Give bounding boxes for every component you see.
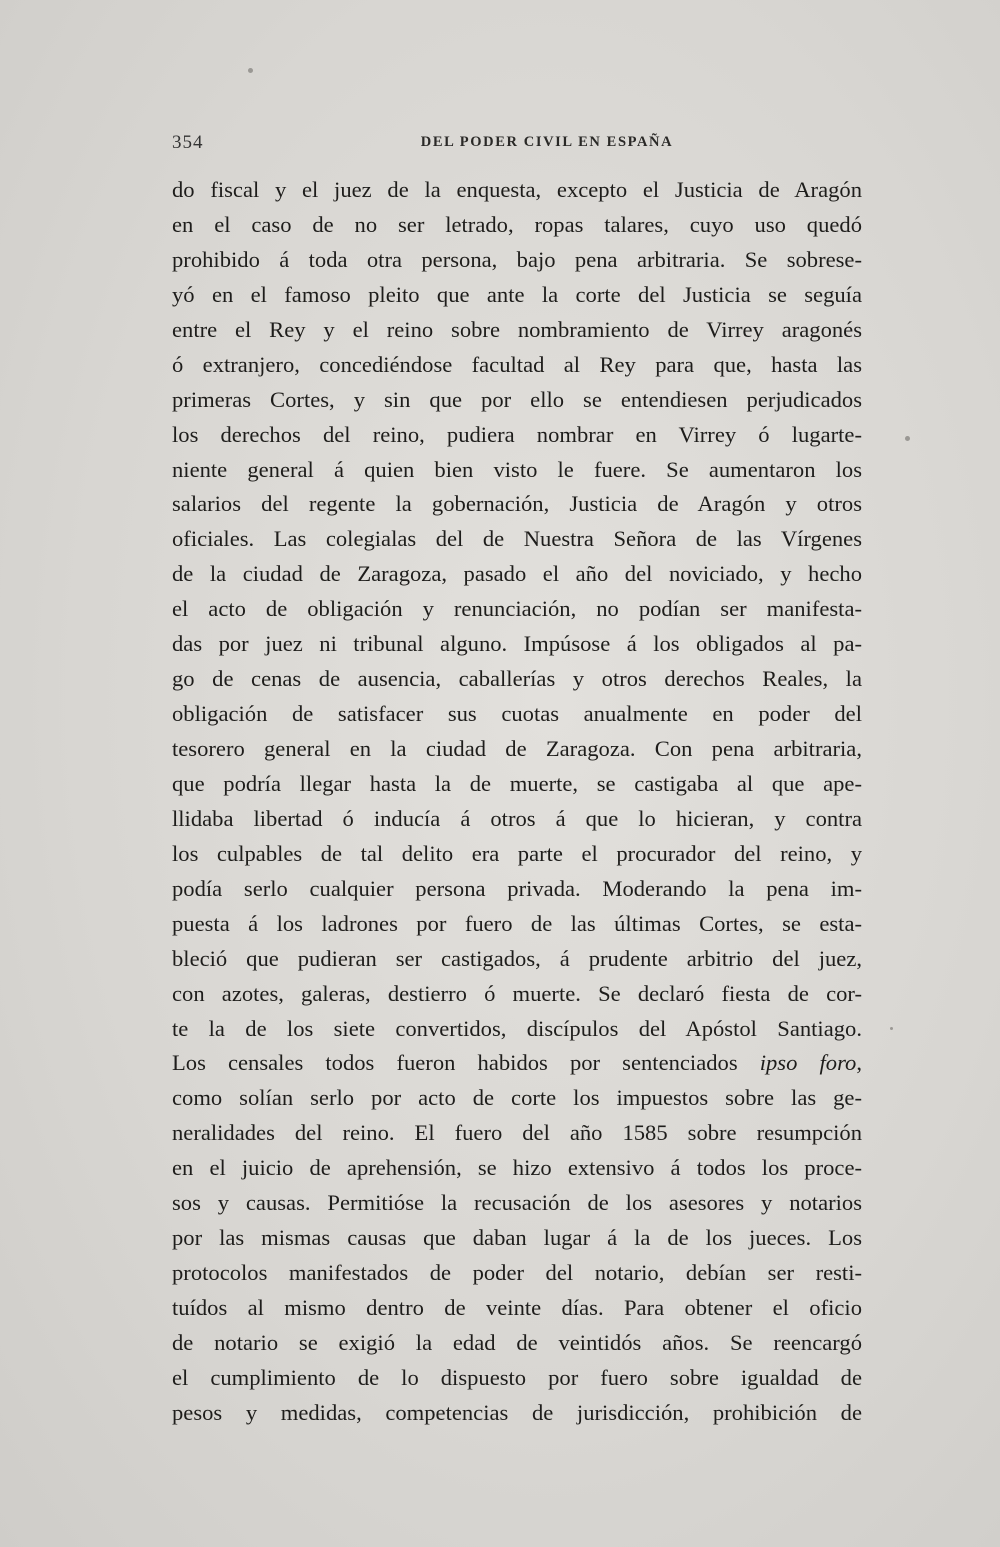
text-line-content	[172, 1046, 862, 1081]
italic-phrase: ipso foro	[759, 1050, 857, 1076]
text-line	[172, 522, 862, 557]
text-line	[172, 243, 862, 278]
text-line	[172, 1046, 862, 1081]
text-line	[172, 837, 862, 872]
page-header	[172, 132, 862, 160]
text-line	[172, 1396, 862, 1431]
text-line	[172, 348, 862, 383]
text-line	[172, 1116, 862, 1151]
text-line-content: el cumplimiento de lo dispuesto por fuero sobre igualdad de	[172, 1364, 862, 1390]
text-line-content: podía serlo cualquier persona privada. Moderando la pena im-	[172, 875, 862, 901]
text-line	[172, 662, 862, 697]
text-line	[172, 208, 862, 243]
text-line	[172, 592, 862, 627]
text-line	[172, 1361, 862, 1396]
text-line	[172, 767, 862, 802]
text-line	[172, 697, 862, 732]
text-line-content: los derechos del reino, pudiera nombrar en Virrey ó lugarte-	[172, 421, 862, 447]
text-line	[172, 418, 862, 453]
text-line-content: que podría llegar hasta la de muerte, se castigaba al que ape-	[172, 770, 862, 796]
text-line-content: puesta á los ladrones por fuero de las últimas Cortes, se esta-	[172, 910, 862, 936]
text-line-content: tuídos al mismo dentro de veinte días. Para obtener el oficio	[172, 1295, 862, 1320]
text-line-content: do fiscal y el juez de la enquesta, excepto el Justicia de Aragón	[172, 177, 862, 202]
text-line-content: entre el Rey y el reino sobre nombramiento de Virrey aragonés	[172, 316, 862, 342]
text-line-content: protocolos manifestados de poder del notario, debían ser resti-	[172, 1260, 862, 1286]
running-head: DEL PODER CIVIL EN ESPAÑA	[420, 134, 674, 150]
text-line-content: con azotes, galeras, destierro ó muerte. Se declaró fiesta de cor-	[172, 980, 862, 1006]
text-line	[172, 1291, 862, 1326]
body-text	[172, 173, 862, 1431]
text-line-content: te la de los siete convertidos, discípulos del Apóstol Santiago.	[172, 1015, 862, 1041]
text-line	[172, 313, 862, 348]
text-line	[172, 942, 862, 977]
ink-speck	[890, 1027, 893, 1030]
text-line	[172, 1256, 862, 1291]
text-line-content: oficiales. Las colegialas del de Nuestra Señora de las Vírgenes	[172, 526, 862, 552]
text-line	[172, 732, 862, 767]
text-line	[172, 383, 862, 418]
text-line-content: salarios del regente la gobernación, Justicia de Aragón y otros	[172, 491, 862, 517]
text-line	[172, 627, 862, 662]
text-line-content: tesorero general en la ciudad de Zaragoza. Con pena arbitraria,	[172, 736, 862, 761]
text-line	[172, 487, 862, 522]
text-line-content: neralidades del reino. El fuero del año 1585 sobre resumpción	[172, 1120, 862, 1146]
text-line-content: en el caso de no ser letrado, ropas talares, cuyo uso quedó	[172, 211, 862, 237]
text-line-content: niente general á quien bien visto le fuere. Se aumentaron los	[172, 456, 862, 482]
ink-speck	[248, 68, 253, 73]
text-line	[172, 1221, 862, 1256]
text-line-content: das por juez ni tribunal alguno. Impúsose á los obligados al pa-	[172, 631, 862, 657]
text-line-content: de la ciudad de Zaragoza, pasado el año del noviciado, y hecho	[172, 561, 862, 587]
text-line-content: el acto de obligación y renunciación, no podían ser manifesta-	[172, 596, 862, 622]
text-line	[172, 1326, 862, 1361]
text-line-content: de notario se exigió la edad de veintidós años. Se reencargó	[172, 1329, 862, 1355]
text-line	[172, 1186, 862, 1221]
text-line-content: como solían serlo por acto de corte los impuestos sobre las ge-	[172, 1085, 862, 1111]
text-line	[172, 1151, 862, 1186]
text-line-content: en el juicio de aprehensión, se hizo extensivo á todos los proce-	[172, 1155, 862, 1181]
text-line-content: prohibido á toda otra persona, bajo pena arbitraria. Se sobrese-	[172, 246, 862, 272]
text-line-content: obligación de satisfacer sus cuotas anualmente en poder del	[172, 701, 862, 727]
text-line	[172, 977, 862, 1012]
text-line-content: sos y causas. Permitióse la recusación de los asesores y notarios	[172, 1190, 862, 1216]
text-line	[172, 802, 862, 837]
text-segment: Los censales todos fueron habidos por sentenciados	[172, 1050, 760, 1076]
text-line-content: bleció que pudieran ser castigados, á prudente arbitrio del juez,	[172, 945, 862, 971]
text-line-content: yó en el famoso pleito que ante la corte del Justicia se seguía	[172, 281, 862, 307]
ink-speck	[905, 436, 910, 441]
text-line	[172, 557, 862, 592]
page-number: 354	[172, 132, 204, 153]
text-line-content: ó extranjero, concediéndose facultad al Rey para que, hasta las	[172, 351, 862, 377]
text-line	[172, 907, 862, 942]
text-line-content: go de cenas de ausencia, caballerías y otros derechos Reales, la	[172, 666, 862, 692]
text-line	[172, 453, 862, 488]
text-line	[172, 278, 862, 313]
text-line-content: los culpables de tal delito era parte el procurador del reino, y	[172, 840, 862, 866]
text-line	[172, 1081, 862, 1116]
text-line-content: pesos y medidas, competencias de jurisdicción, prohibición de	[172, 1399, 862, 1425]
text-line-content: por las mismas causas que daban lugar á la de los jueces. Los	[172, 1225, 862, 1251]
text-line	[172, 173, 862, 208]
text-line-content: llidaba libertad ó inducía á otros á que lo hicieran, y contra	[172, 805, 862, 831]
text-line	[172, 872, 862, 907]
text-line	[172, 1012, 862, 1047]
text-segment: ,	[856, 1050, 862, 1076]
text-line-content: primeras Cortes, y sin que por ello se entendiesen perjudicados	[172, 386, 862, 412]
